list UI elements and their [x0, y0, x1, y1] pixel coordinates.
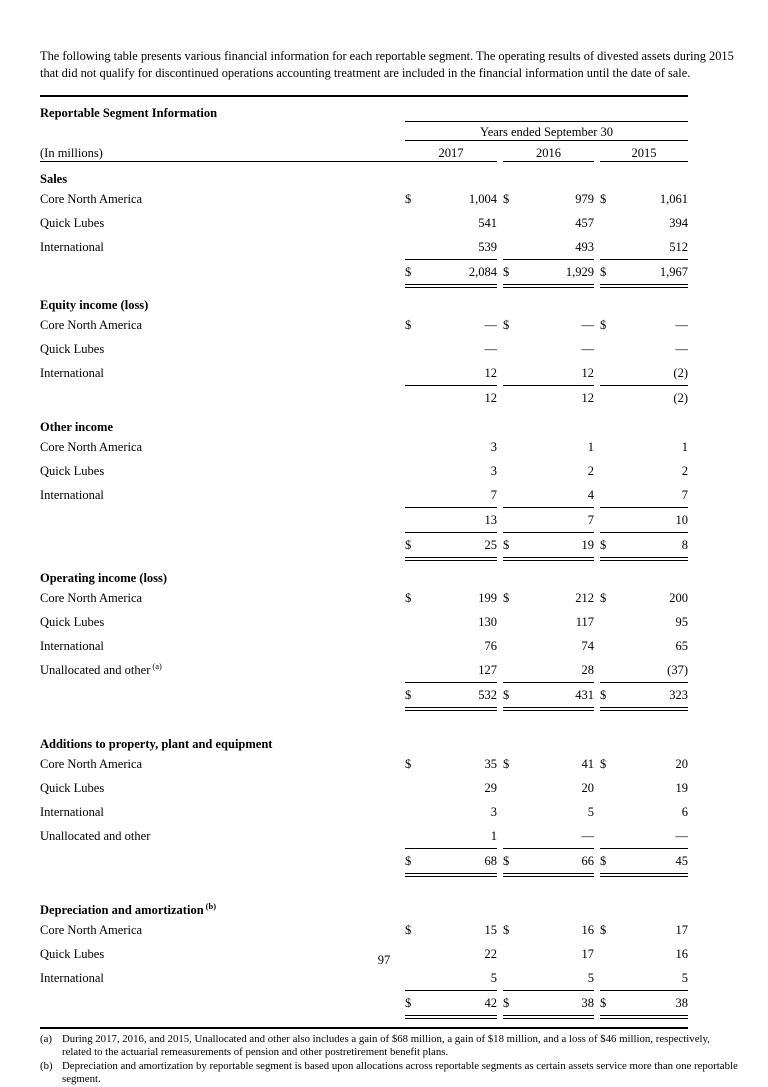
dollar-sign: $ — [405, 990, 425, 1017]
value-cell: 42 — [425, 990, 497, 1017]
table-row — [40, 966, 688, 991]
row-label: Core North America — [40, 922, 143, 937]
row-label: International — [40, 488, 104, 503]
value-cell: 1 — [681, 439, 688, 454]
table-row — [40, 313, 688, 337]
total-row — [40, 532, 688, 559]
dollar-sign — [503, 824, 523, 849]
dollar-sign: $ — [600, 848, 620, 875]
footnote-text: Depreciation and amortization by reportable segment is based upon allocations across reportable segments as certain assets service more than one reportable segment. — [62, 1059, 738, 1086]
table-title: Reportable Segment Information — [40, 106, 218, 121]
value-cell: 5 — [587, 804, 594, 819]
table-row — [40, 800, 688, 824]
value-cell: 2 — [587, 463, 594, 478]
value-cell: 35 — [484, 756, 497, 771]
dollar-sign: $ — [503, 848, 523, 875]
row-label: Core North America — [40, 317, 143, 332]
value-cell: 512 — [620, 235, 688, 260]
dollar-sign: $ — [405, 848, 425, 875]
dollar-sign: $ — [503, 590, 510, 605]
value-cell: 532 — [425, 682, 497, 709]
value-cell: 539 — [425, 235, 497, 260]
footnote-marker: (b) — [40, 1059, 53, 1072]
empty-cell — [40, 121, 405, 140]
dollar-sign — [600, 361, 620, 386]
table-row — [40, 459, 688, 483]
footnotes — [40, 1033, 740, 1087]
value-cell: 17 — [581, 946, 594, 961]
row-label: Unallocated and other $^{(a)}$ — [40, 661, 162, 678]
value-cell: 38 — [620, 990, 688, 1017]
table-row — [40, 337, 688, 361]
table-row — [40, 361, 688, 386]
dollar-sign — [600, 776, 620, 800]
row-label: International — [40, 971, 104, 986]
value-cell: 19 — [523, 532, 594, 559]
dollar-sign — [503, 658, 523, 683]
dollar-sign — [405, 483, 425, 508]
dollar-sign: $ — [600, 590, 607, 605]
row-label: Unallocated and other — [40, 829, 151, 844]
value-cell: 1 — [587, 439, 594, 454]
table-row — [40, 776, 688, 800]
dollar-sign: $ — [600, 756, 607, 771]
value-cell: 20 — [581, 780, 594, 795]
value-cell: — — [620, 824, 688, 849]
section-header-operating-income — [40, 559, 688, 586]
value-cell: 16 — [581, 922, 594, 937]
value-cell: 212 — [575, 590, 594, 605]
value-cell: 1,929 — [523, 259, 594, 286]
dollar-sign: $ — [503, 532, 523, 559]
segment-table — [40, 95, 688, 1029]
value-cell: 979 — [575, 191, 594, 206]
value-cell: 22 — [484, 946, 497, 961]
dollar-sign: $ — [503, 756, 510, 771]
dollar-sign: $ — [405, 682, 425, 709]
year-column-2015: 2015 — [600, 140, 688, 161]
row-label: Core North America — [40, 439, 143, 454]
row-label: Quick Lubes — [40, 946, 105, 961]
value-cell: 12 — [425, 361, 497, 386]
value-cell: 394 — [669, 215, 688, 230]
years-ended-header: Years ended September 30 — [405, 121, 688, 140]
row-label: Quick Lubes — [40, 780, 105, 795]
table-bottom-rule — [40, 1017, 688, 1028]
row-label: International — [40, 638, 104, 653]
table-row — [40, 187, 688, 211]
dollar-sign: $ — [405, 191, 412, 206]
value-cell: 7 — [523, 507, 594, 532]
dollar-sign — [503, 435, 523, 459]
row-label — [40, 532, 405, 559]
dollar-sign: $ — [405, 532, 425, 559]
dollar-sign — [503, 634, 523, 658]
section-header-other-income — [40, 410, 688, 435]
dollar-sign — [503, 966, 523, 991]
value-cell: 12 — [581, 390, 594, 405]
row-label: Quick Lubes — [40, 614, 105, 629]
row-label: Core North America — [40, 191, 143, 206]
dollar-sign — [503, 507, 523, 532]
value-cell: 25 — [425, 532, 497, 559]
value-cell: 10 — [620, 507, 688, 532]
dollar-sign: $ — [600, 317, 607, 332]
dollar-sign: $ — [600, 990, 620, 1017]
dollar-sign — [600, 211, 620, 235]
value-cell: 8 — [620, 532, 688, 559]
table-row — [40, 235, 688, 260]
dollar-sign — [600, 435, 620, 459]
row-label: International — [40, 240, 104, 255]
dollar-sign — [503, 211, 523, 235]
value-cell: 38 — [523, 990, 594, 1017]
value-cell: 12 — [523, 361, 594, 386]
dollar-sign — [600, 634, 620, 658]
table-row — [40, 824, 688, 849]
value-cell: 7 — [425, 483, 497, 508]
value-cell: 17 — [675, 922, 688, 937]
value-cell: — — [484, 341, 497, 356]
value-cell: — — [581, 341, 594, 356]
value-cell: 5 — [620, 966, 688, 991]
dollar-sign: $ — [503, 191, 510, 206]
dollar-sign — [405, 507, 425, 532]
row-label — [40, 507, 405, 532]
dollar-sign — [600, 507, 620, 532]
table-row — [40, 483, 688, 508]
total-row — [40, 682, 688, 709]
dollar-sign — [600, 824, 620, 849]
value-cell: 68 — [425, 848, 497, 875]
value-cell: 20 — [675, 756, 688, 771]
value-cell: 117 — [575, 614, 594, 629]
row-label: International — [40, 804, 104, 819]
value-cell: 200 — [669, 590, 688, 605]
value-cell: 15 — [484, 922, 497, 937]
dollar-sign: $ — [405, 590, 412, 605]
row-label — [40, 682, 405, 709]
dollar-sign — [503, 610, 523, 634]
value-cell: 19 — [675, 780, 688, 795]
value-cell: 1,061 — [659, 191, 688, 206]
value-cell: 95 — [675, 614, 688, 629]
dollar-sign — [405, 658, 425, 683]
dollar-sign — [503, 800, 523, 824]
value-cell: 28 — [523, 658, 594, 683]
total-row — [40, 385, 688, 410]
dollar-sign — [600, 337, 620, 361]
row-label: Quick Lubes — [40, 463, 105, 478]
table-row — [40, 211, 688, 235]
dollar-sign — [405, 211, 425, 235]
dollar-sign — [405, 966, 425, 991]
table-row — [40, 435, 688, 459]
dollar-sign — [503, 235, 523, 260]
value-cell: 130 — [478, 614, 497, 629]
value-cell: 3 — [490, 804, 497, 819]
table-row — [40, 752, 688, 776]
dollar-sign — [600, 658, 620, 683]
dollar-sign: $ — [503, 259, 523, 286]
dollar-sign — [405, 776, 425, 800]
value-cell: 16 — [675, 946, 688, 961]
dollar-sign — [503, 385, 523, 410]
dollar-sign — [600, 385, 620, 410]
dollar-sign: $ — [503, 922, 510, 937]
year-column-2016: 2016 — [503, 140, 594, 161]
year-columns-row — [40, 140, 688, 161]
row-label: Quick Lubes — [40, 215, 105, 230]
dollar-sign: $ — [600, 259, 620, 286]
dollar-sign — [600, 483, 620, 508]
dollar-sign — [405, 610, 425, 634]
section-spacer — [40, 709, 688, 727]
dollar-sign: $ — [503, 990, 523, 1017]
dollar-sign: $ — [503, 317, 510, 332]
dollar-sign: $ — [405, 317, 412, 332]
subtotal-row — [40, 507, 688, 532]
value-cell: 3 — [490, 439, 497, 454]
dollar-sign: $ — [600, 532, 620, 559]
value-cell: 13 — [425, 507, 497, 532]
total-row — [40, 259, 688, 286]
dollar-sign: $ — [600, 682, 620, 709]
value-cell: 127 — [425, 658, 497, 683]
value-cell: 199 — [478, 590, 497, 605]
row-label — [40, 259, 405, 286]
value-cell: — — [523, 824, 594, 849]
dollar-sign: $ — [405, 259, 425, 286]
value-cell: 3 — [490, 463, 497, 478]
dollar-sign — [405, 337, 425, 361]
section-label: Equity income (loss) — [40, 297, 149, 312]
section-label: Depreciation and amortization $^{(b)}$ — [40, 900, 217, 917]
value-cell: 5 — [523, 966, 594, 991]
row-label: International — [40, 366, 104, 381]
value-cell: 457 — [575, 215, 594, 230]
dollar-sign: $ — [503, 682, 523, 709]
value-cell: 1,967 — [620, 259, 688, 286]
table-row — [40, 634, 688, 658]
value-cell: 1 — [425, 824, 497, 849]
years-ended-row — [40, 121, 688, 140]
section-label: Sales — [40, 171, 68, 186]
page-number: 97 — [377, 953, 391, 967]
row-label: Core North America — [40, 590, 143, 605]
section-label: Additions to property, plant and equipment — [40, 736, 273, 751]
dollar-sign — [405, 800, 425, 824]
row-label — [40, 848, 405, 875]
dollar-sign — [405, 634, 425, 658]
dollar-sign — [600, 966, 620, 991]
value-cell: — — [675, 317, 688, 332]
footnote-marker: (a) — [40, 1032, 52, 1045]
value-cell: 5 — [425, 966, 497, 991]
dollar-sign — [600, 610, 620, 634]
years-top-rule — [405, 96, 688, 122]
dollar-sign — [600, 235, 620, 260]
dollar-sign — [600, 800, 620, 824]
dollar-sign — [405, 824, 425, 849]
value-cell: 66 — [523, 848, 594, 875]
dollar-sign — [405, 361, 425, 386]
section-header-sales — [40, 161, 688, 187]
value-cell: 76 — [484, 638, 497, 653]
value-cell: 323 — [620, 682, 688, 709]
section-header-depreciation — [40, 893, 688, 918]
footnote-text: During 2017, 2016, and 2015, Unallocated and other also includes a gain of $68 million, a gain of $18 million, and a loss of $46 million, respectively, related to the actuarial remeasurements of pension and other postretirement benefit plans. — [62, 1032, 710, 1059]
dollar-sign — [503, 361, 523, 386]
value-cell: (2) — [673, 390, 688, 405]
value-cell: 541 — [478, 215, 497, 230]
dollar-sign: $ — [405, 922, 412, 937]
value-cell: (37) — [620, 658, 688, 683]
value-cell: 74 — [581, 638, 594, 653]
year-column-2017: 2017 — [405, 140, 497, 161]
value-cell: 12 — [484, 390, 497, 405]
table-row — [40, 918, 688, 942]
value-cell: (2) — [620, 361, 688, 386]
dollar-sign — [405, 435, 425, 459]
value-cell: 29 — [484, 780, 497, 795]
dollar-sign — [503, 776, 523, 800]
value-cell: 45 — [620, 848, 688, 875]
table-row — [40, 610, 688, 634]
row-label: Core North America — [40, 756, 143, 771]
footnote — [40, 1033, 740, 1060]
section-header-equity-income — [40, 286, 688, 313]
total-row — [40, 990, 688, 1017]
value-cell: 1,004 — [468, 191, 497, 206]
dollar-sign — [405, 459, 425, 483]
dollar-sign — [503, 483, 523, 508]
dollar-sign: $ — [405, 756, 412, 771]
value-cell: — — [581, 317, 594, 332]
value-cell: 493 — [523, 235, 594, 260]
row-label — [40, 990, 405, 1017]
value-cell: 41 — [581, 756, 594, 771]
value-cell: 6 — [681, 804, 688, 819]
dollar-sign — [600, 459, 620, 483]
dollar-sign: $ — [600, 922, 607, 937]
table-row — [40, 658, 688, 683]
value-cell: 2 — [681, 463, 688, 478]
value-cell: — — [675, 341, 688, 356]
row-label — [40, 385, 405, 410]
footnote — [40, 1060, 740, 1087]
section-spacer — [40, 875, 688, 893]
value-cell: 4 — [523, 483, 594, 508]
dollar-sign — [503, 459, 523, 483]
dollar-sign: $ — [600, 191, 607, 206]
value-cell: 2,084 — [425, 259, 497, 286]
table-header-row — [40, 96, 688, 122]
value-cell: 7 — [620, 483, 688, 508]
total-row — [40, 848, 688, 875]
section-label: Operating income (loss) — [40, 570, 168, 585]
value-cell: 65 — [675, 638, 688, 653]
section-header-additions — [40, 727, 688, 752]
intro-paragraph: The following table presents various financial information for each reportable segment. The operating results of divested assets during 2015 that did not qualify for discontinued operations accounting treatment are included in the financial information until the date of sale. — [40, 49, 734, 81]
value-cell: — — [484, 317, 497, 332]
dollar-sign — [405, 385, 425, 410]
section-label: Other income — [40, 419, 114, 434]
value-cell: 431 — [523, 682, 594, 709]
in-millions-label: (In millions) — [40, 140, 405, 161]
row-label: Quick Lubes — [40, 341, 105, 356]
dollar-sign — [405, 235, 425, 260]
table-row — [40, 586, 688, 610]
dollar-sign — [503, 337, 523, 361]
